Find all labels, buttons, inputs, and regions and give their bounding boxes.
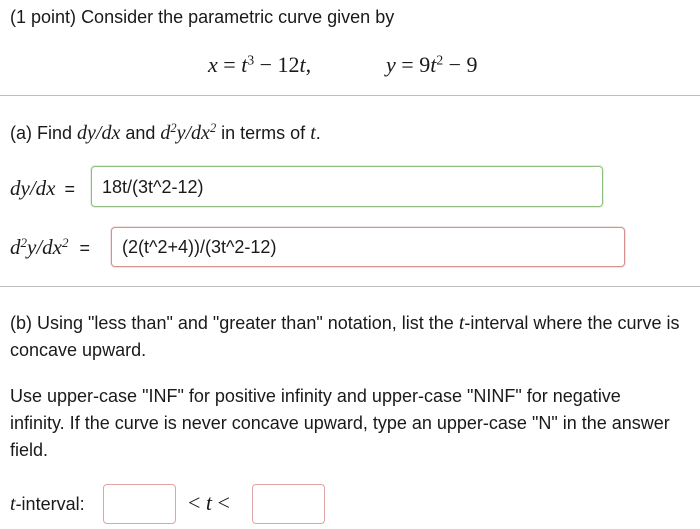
part-b-prompt: (b) Using "less than" and "greater than" notation, list the t-interval where the curve is concave upward. <box>10 312 680 360</box>
dydx-label: dy/dx = <box>10 176 76 200</box>
problem-header <box>10 6 394 28</box>
interval-upper-input[interactable] <box>252 484 325 524</box>
problem-prompt: Consider the parametric curve given by <box>81 7 395 27</box>
interval-label: t-interval: <box>10 493 85 515</box>
interval-lower-input[interactable] <box>103 484 176 524</box>
part-a-prompt: (a) Find dy/dx and $d^2y/dx^2$ in terms of t. <box>10 121 321 144</box>
dydx-answer-input[interactable]: 18t/(3t^2-12) <box>91 166 603 207</box>
parametric-equations <box>208 52 311 78</box>
part-b-instructions: Use upper-case "INF" for positive infinity and upper-case "NINF" for negative infinity. If the curve is never concave upward, type an upper-case "N" in the answer field. <box>10 386 670 460</box>
interval-inequality: < t < <box>188 490 230 515</box>
x-equation: $x = t^3 - 12t$, <box>208 52 312 77</box>
divider-top <box>0 95 700 96</box>
d2ydx2-label: $d^2y/dx^2$ = <box>10 234 91 259</box>
d2ydx2-answer-input[interactable]: (2(t^2+4))/(3t^2-12) <box>111 227 625 267</box>
points-label: (1 point) <box>10 7 77 27</box>
divider-middle <box>0 286 700 287</box>
y-equation: $y = 9t^2 - 9$ <box>386 52 478 77</box>
